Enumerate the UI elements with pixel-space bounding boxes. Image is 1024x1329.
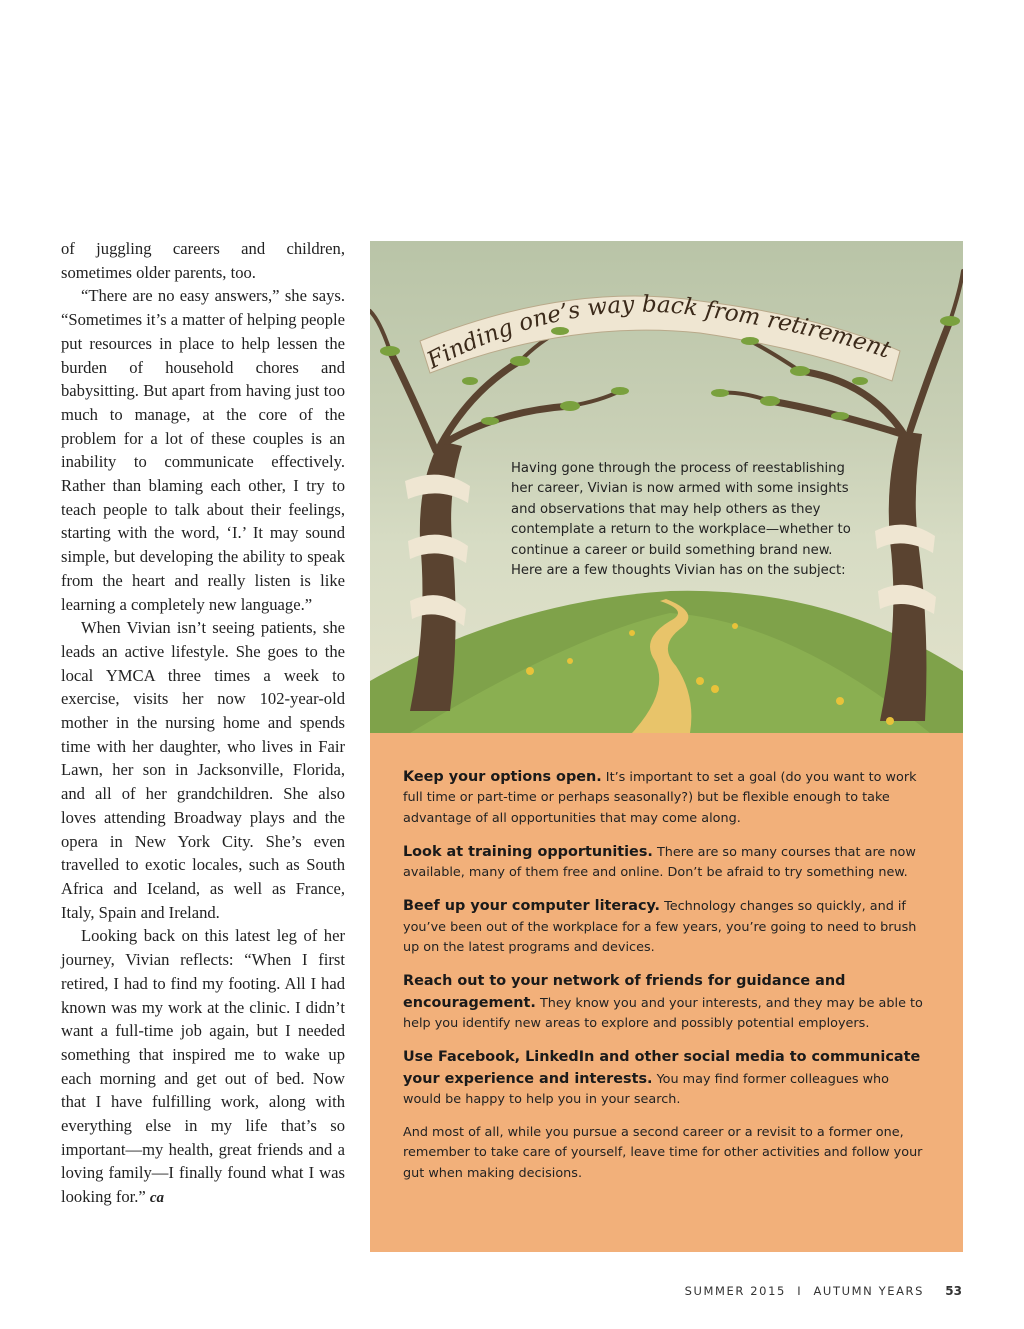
tip-heading: Use Facebook, LinkedIn and other social media to communicate your experience and interests. bbox=[403, 1049, 921, 1087]
paragraph-3: When Vivian isn’t seeing patients, she leads an active lifestyle. She goes to the local YMCA three times a week to exercise, visits her now 102-year-old mother in the nursing home and spends time with her daughter, who lives in Fair Lawn, her son in Jacksonville, Florida, and all of her grandchildren. She also loves attending Broadway plays and the opera in New York City. She’s even travelled to exotic locales, such as South Africa and Iceland, as well as France, Italy, Spain and Ireland. bbox=[61, 618, 345, 922]
paragraph-4-text: Looking back on this latest leg of her journey, Vivian reflects: “When I first retired, I had to find my footing. All I had known was my work at the clinic. I didn’t want a full-time job again, but I needed something that inspired me to wake up each morning and get out of bed. Now that I have fulfilling work, along with everything else in my life that’s so important—my health, great friends and a loving family—I finally found what I was looking for.” bbox=[61, 926, 345, 1207]
banner-title: Finding one’s way back from retirement bbox=[422, 291, 894, 375]
tip-item bbox=[403, 896, 923, 958]
article-column bbox=[61, 237, 345, 1211]
footer-publication: AUTUMN YEARS bbox=[813, 1284, 925, 1298]
tip-item bbox=[403, 767, 923, 829]
tip-heading: Look at training opportunities. bbox=[403, 843, 653, 860]
paragraph-2: “There are no easy answers,” she says. “Sometimes it’s a matter of helping people put resources in place to help lessen the burden of household chores and babysitting. But apart from having just too much to manage, at the core of the problem for a lot of these couples is an inability to communicate effectively. Rather than blaming each other, I try to teach people to talk about their feelings, starting with the word, ‘I.’ It may sound simple, but developing the ability to speak from the heart and really listen is like learning a completely new language.” bbox=[61, 286, 345, 614]
tip-body: It’s important to set a goal (do you want to work full time or part-time or perhaps seasonally?) but be flexible enough to take advantage of all opportunities that may come along. bbox=[403, 770, 917, 826]
tip-body: You may find former colleagues who would be happy to help you in your search. bbox=[403, 1071, 889, 1107]
svg-text:Finding one’s way back from re bbox=[422, 292, 894, 375]
tips-panel bbox=[370, 733, 963, 1252]
tips-list bbox=[403, 767, 923, 1197]
tip-item bbox=[403, 842, 923, 884]
page-number: 53 bbox=[945, 1284, 962, 1298]
tip-item bbox=[403, 971, 923, 1034]
tip-heading: Reach out to your network of friends for guidance and encouragement. bbox=[403, 973, 846, 1011]
tip-heading: Keep your options open. bbox=[403, 769, 602, 785]
tip-body: There are so many courses that are now available, many of them free and online. Don’t be afraid to try something new. bbox=[403, 844, 916, 881]
sidebar-illustration bbox=[370, 241, 963, 733]
end-mark-icon: ca bbox=[149, 1190, 164, 1207]
tip-body: Technology changes so quickly, and if you’ve been out of the workplace for a few years, you’re going to need to brush up on the latest programs and devices. bbox=[403, 899, 917, 956]
paragraph-1: of juggling careers and children, sometimes older parents, too. bbox=[61, 239, 345, 282]
paragraph-4 bbox=[61, 924, 345, 1210]
sidebar-box bbox=[370, 241, 963, 1252]
tip-item bbox=[403, 1047, 923, 1110]
footer-issue: SUMMER 2015 bbox=[684, 1284, 786, 1298]
footer-separator: I bbox=[797, 1284, 803, 1298]
sidebar-intro: Having gone through the process of reestablishing her career, Vivian is now armed with some insights and observations that may help others as they contemplate a return to the workplace—whether to continue a career or build something brand new. Here are a few thoughts Vivian has on the subject: bbox=[511, 461, 851, 579]
closing-note: And most of all, while you pursue a second career or a revisit to a former one, remember to take care of yourself, leave time for other activities and follow your gut when making decisions. bbox=[403, 1125, 923, 1181]
page-footer bbox=[685, 1284, 962, 1298]
tip-heading: Beef up your computer literacy. bbox=[403, 898, 661, 915]
tip-body: They know you and your interests, and they may be able to help you identify new areas to explore and possibly potential employers. bbox=[403, 995, 923, 1031]
banner-title-graphic bbox=[370, 241, 963, 441]
